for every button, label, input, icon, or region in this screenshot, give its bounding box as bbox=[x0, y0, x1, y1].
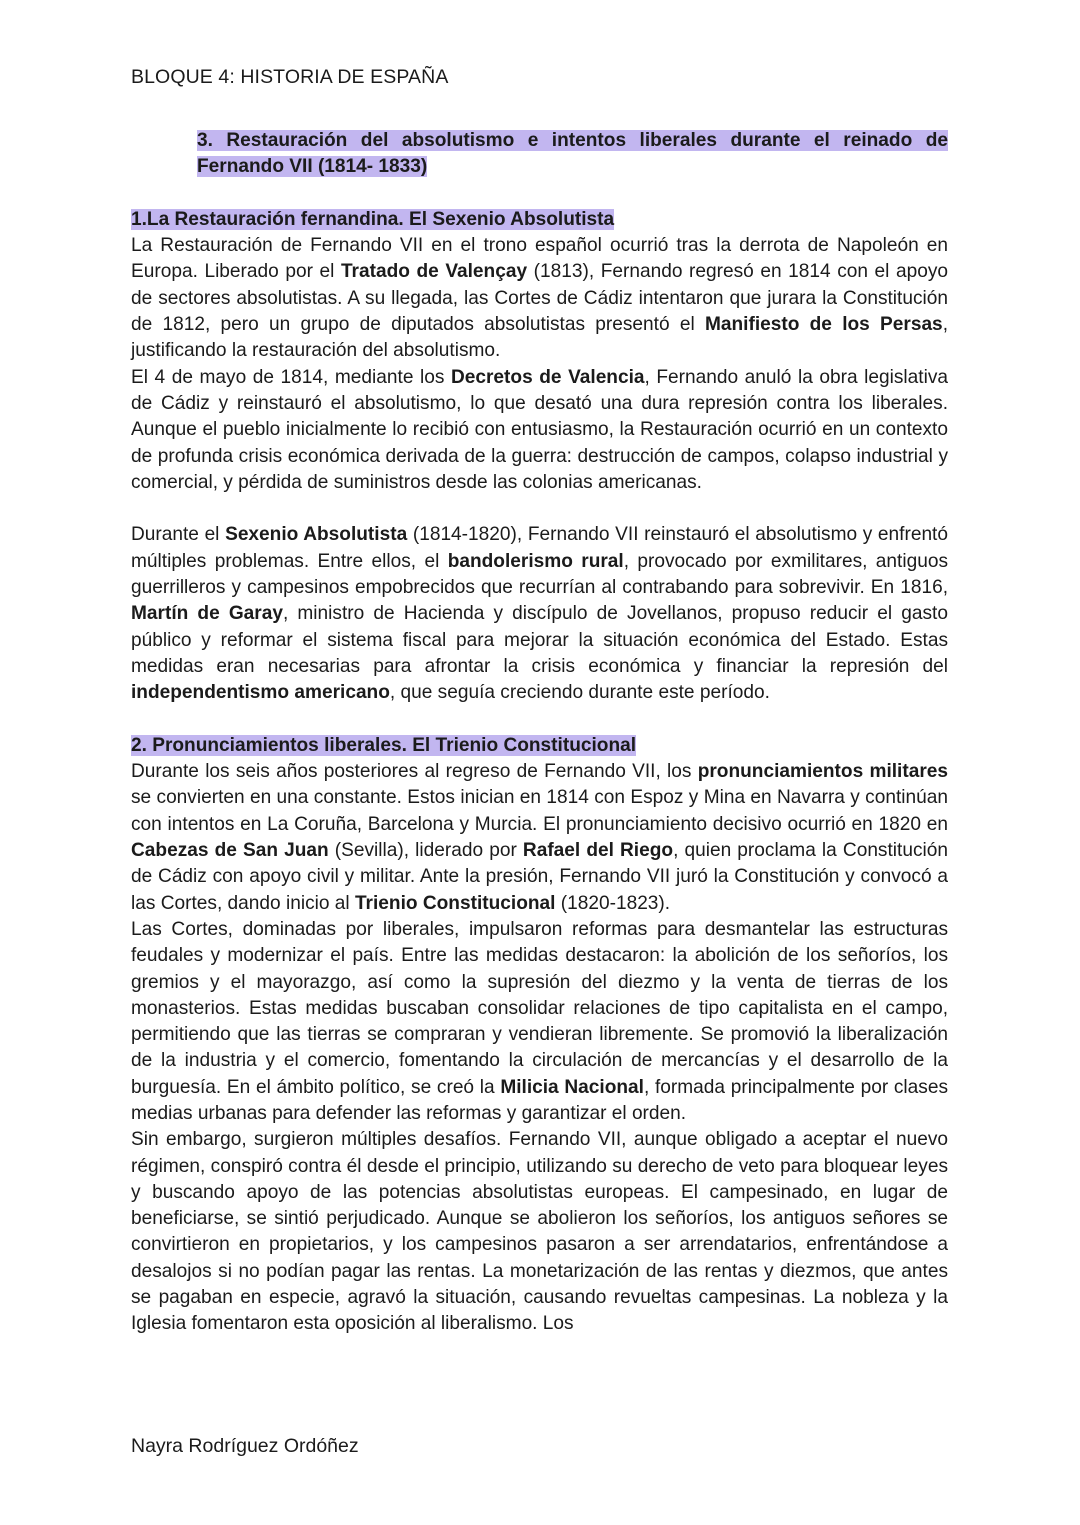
section-title-1 bbox=[131, 207, 948, 233]
page-footer-author: Nayra Rodríguez Ordóñez bbox=[131, 1435, 359, 1457]
text-run: , provocado por exmilitares, antiguos guerrilleros y campesinos empobrecidos que recurrían al contrabando para sobrevivir. En 1816, bbox=[131, 550, 948, 599]
text-run: , quien proclama la Constitución de Cádiz con apoyo civil y militar. Ante la presión, Fernando VII juró la Constitución y convocó a las Cortes, dando inicio al bbox=[131, 840, 948, 914]
main-title bbox=[197, 128, 948, 181]
paragraph-restauracion bbox=[131, 233, 948, 364]
main-title-text: 3. Restauración del absolutismo e intentos liberales durante el reinado de Fernando VII (1814- 1833) bbox=[197, 130, 948, 178]
text-run: La Restauración de Fernando VII en el trono español ocurrió tras la derrota de Napoleón en Europa. Liberado por el bbox=[131, 235, 948, 283]
text-run: (1820-1823). bbox=[555, 892, 671, 914]
text-run: Durante los seis años posteriores al regreso de Fernando VII, los bbox=[131, 761, 698, 783]
paragraph-sexenio bbox=[131, 522, 948, 706]
bold-term: pronunciamientos militares bbox=[697, 761, 949, 783]
bold-term: Manifiesto de los Persas bbox=[704, 314, 943, 336]
text-run: (1813), Fernando regresó en 1814 con el apoyo de sectores absolutistas. A su llegada, las Cortes de Cádiz intentaron que jurara la Constitución de 1812, pero un grupo de diputados absolutistas presentó el bbox=[131, 261, 948, 336]
paragraph-desafios bbox=[131, 1127, 948, 1337]
page-header: BLOQUE 4: HISTORIA DE ESPAÑA bbox=[131, 66, 449, 88]
section-title-1-text: 1.La Restauración fernandina. El Sexenio Absolutista bbox=[131, 208, 615, 230]
text-run: Sin embargo, surgieron múltiples desafíos. Fernando VII, aunque obligado a aceptar el nuevo régimen, conspiró contra él desde el principio, utilizando su derecho de veto para bloquear leyes y buscando apoyo de las potencias absolutistas europeas. El campesinado, en lugar de beneficiarse, se sintió perjudicado. Aunque se abolieron los señoríos, los antiguos señores se convirtieron en propietarios, y los campesinos pasaron a ser arrendatarios, enfrentándose a desalojos si no podían pagar las rentas. La monetarización de las rentas y diezmos, que antes se pagaban en especie, agravó la situación, causando revueltas campesinas. La nobleza y la Iglesia fomentaron esta oposición al liberalismo. Los bbox=[131, 1129, 948, 1335]
bold-term: independentismo americano bbox=[131, 682, 390, 704]
section-title-2 bbox=[131, 733, 948, 759]
text-run: (Sevilla), liderado por bbox=[328, 840, 523, 862]
spacer bbox=[131, 707, 948, 733]
bold-term: Decretos de Valencia bbox=[450, 366, 645, 388]
bold-term: Rafael del Riego bbox=[522, 840, 674, 862]
paragraph-decretos bbox=[131, 365, 948, 496]
bold-term: Sexenio Absolutista bbox=[225, 524, 408, 546]
text-run: , Fernando anuló la obra legislativa de Cádiz y reinstauró el absolutismo, lo que desató una dura represión contra los liberales. Aunque el pueblo inicialmente lo recibió con entusiasmo, la Restauración ocurrió en un contexto de profunda crisis económica derivada de la guerra: destrucción de campos, colapso industrial y comercial, y pérdida de suministros desde las colonias americanas. bbox=[131, 366, 948, 493]
text-run: se convierten en una constante. Estos inician en 1814 con Espoz y Mina en Navarra y continúan con intentos en La Coruña, Barcelona y Murcia. El pronunciamiento decisivo ocurrió en 1820 en bbox=[131, 787, 948, 835]
text-run: , ministro de Hacienda y discípulo de Jovellanos, propuso reducir el gasto público y reformar el sistema fiscal para mejorar la situación económica del Estado. Estas medidas eran necesarias para afrontar la crisis económica y financiar la represión del bbox=[131, 603, 948, 677]
text-run: Las Cortes, dominadas por liberales, impulsaron reformas para desmantelar las estructuras feudales y modernizar el país. Entre las medidas destacaron: la abolición de los señoríos, los gremios y el mayorazgo, así como la supresión del diezmo y la venta de tierras de los monasterios. Estas medidas buscaban consolidar relaciones de tipo capitalista en el campo, permitiendo que las tierras se compraran y vendieran libremente. Se promovió la liberalización de la industria y el comercio, fomentando la circulación de mercancías y el desarrollo de la burguesía. En el ámbito político, se creó la bbox=[131, 918, 948, 1098]
bold-term: Trienio Constitucional bbox=[354, 892, 556, 914]
section-title-2-text: 2. Pronunciamientos liberales. El Trienio Constitucional bbox=[131, 734, 637, 756]
bold-term: bandolerismo rural bbox=[447, 550, 624, 572]
text-run: Durante el bbox=[131, 524, 226, 546]
bold-term: Tratado de Valençay bbox=[340, 261, 528, 283]
document-body bbox=[131, 128, 948, 1338]
bold-term: Martín de Garay bbox=[131, 603, 283, 625]
spacer bbox=[131, 181, 948, 207]
text-run: , formada principalmente por clases medias urbanas para defender las reformas y garantizar el orden. bbox=[131, 1076, 949, 1124]
paragraph-cortes bbox=[131, 917, 948, 1127]
bold-term: Milicia Nacional bbox=[500, 1076, 644, 1098]
text-run: El 4 de mayo de 1814, mediante los bbox=[131, 366, 451, 388]
text-run: , justificando la restauración del absolutismo. bbox=[131, 314, 948, 362]
text-run: (1814-1820), Fernando VII reinstauró el absolutismo y enfrentó múltiples problemas. Entre ellos, el bbox=[131, 524, 948, 572]
paragraph-pronunciamientos bbox=[131, 759, 948, 917]
bold-term: Cabezas de San Juan bbox=[131, 840, 329, 862]
spacer bbox=[131, 496, 948, 522]
text-run: , que seguía creciendo durante este período. bbox=[389, 682, 770, 704]
